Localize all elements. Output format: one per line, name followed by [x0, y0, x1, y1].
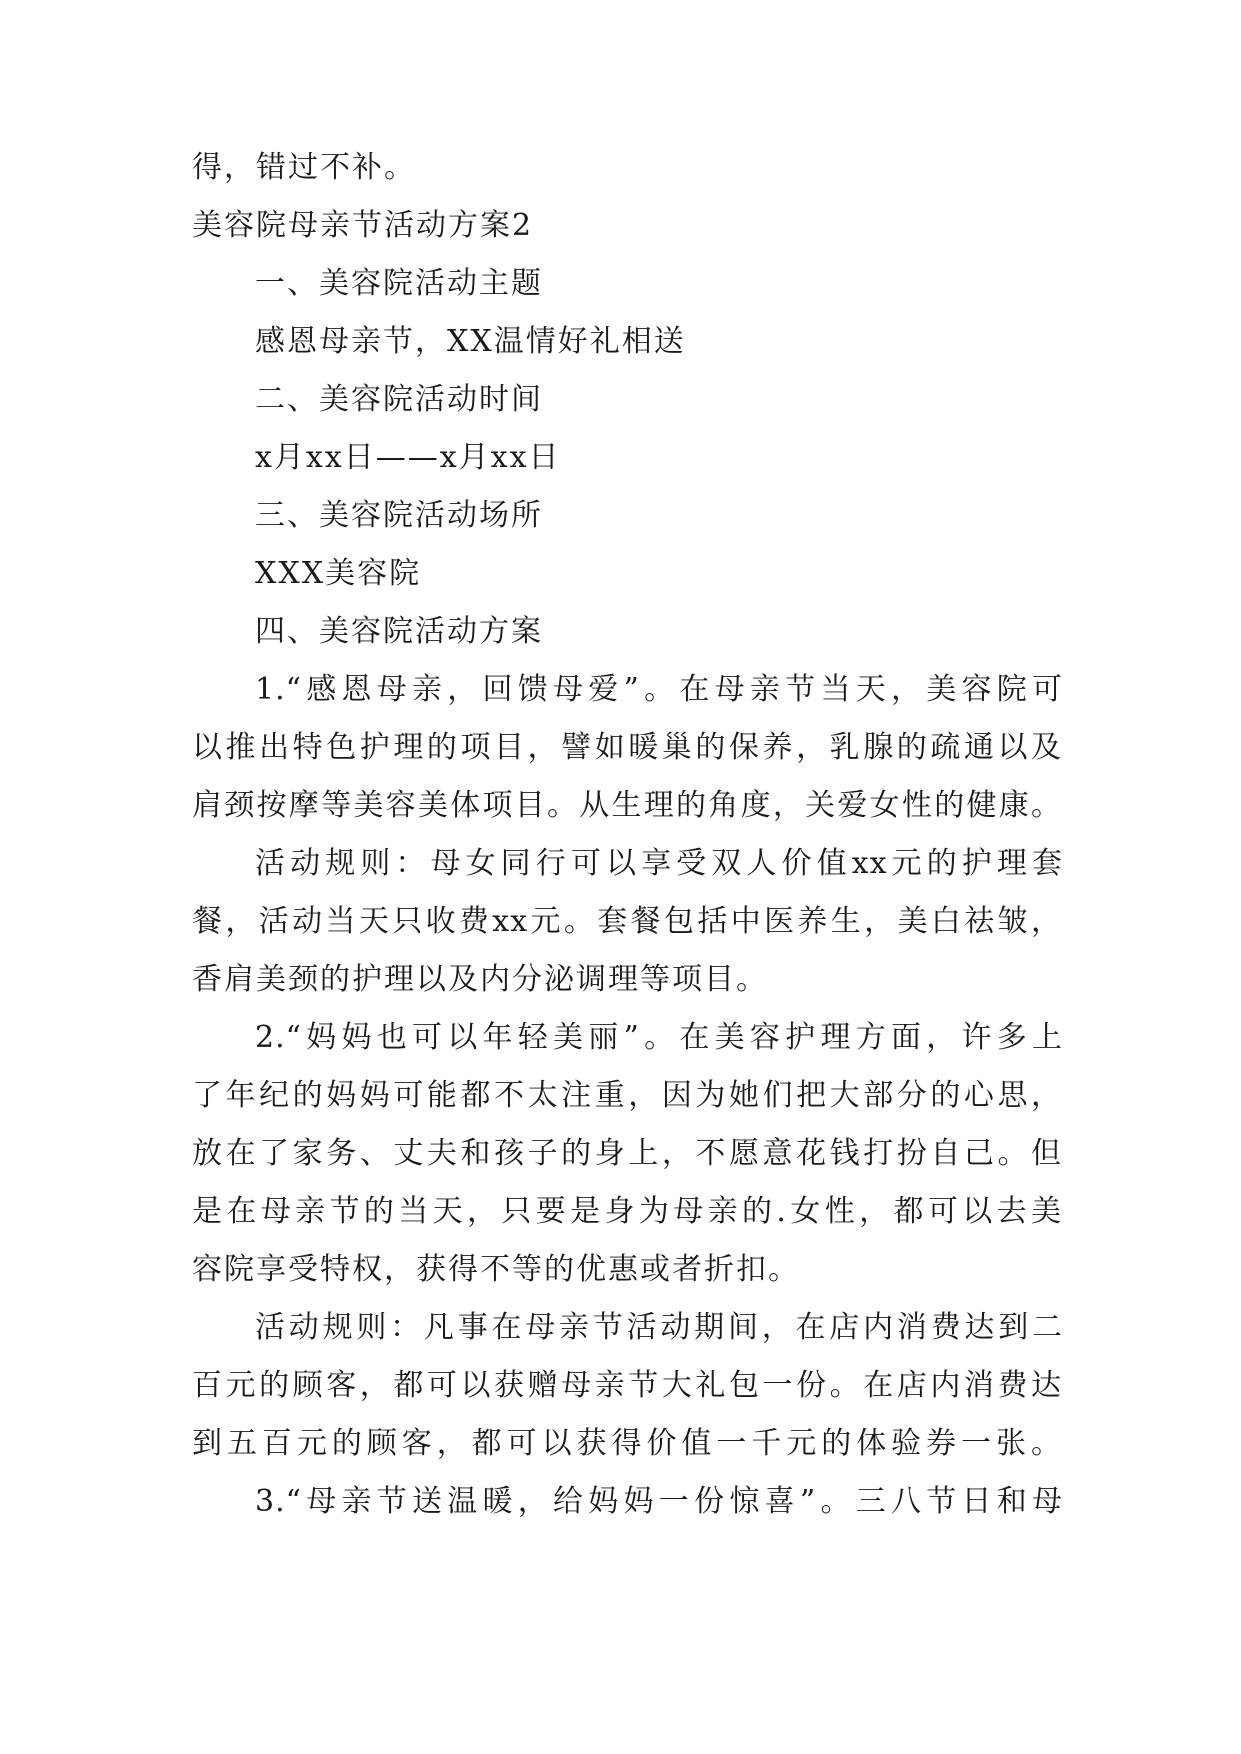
paragraph-line: 活动规则：母女同行可以享受双人价值xx元的护理套	[255, 846, 1063, 881]
paragraph-line: 肩颈按摩等美容美体项目。从生理的角度，关爱女性的健康。	[192, 788, 1062, 823]
section-title: 美容院母亲节活动方案2	[192, 208, 534, 243]
paragraph-line: 香肩美颈的护理以及内分泌调理等项目。	[192, 962, 768, 997]
heading-line: 四、美容院活动方案	[255, 614, 543, 649]
paragraph-line: 到五百元的顾客，都可以获得价值一千元的体验券一张。	[192, 1426, 1062, 1461]
text-line: x月xx日——x月xx日	[255, 440, 561, 475]
paragraph-line: 活动规则：凡事在母亲节活动期间，在店内消费达到二	[255, 1310, 1063, 1345]
paragraph-line: 2.“妈妈也可以年轻美丽”。在美容护理方面，许多上	[255, 1020, 1063, 1055]
text-line: 得，错过不补。	[192, 150, 416, 185]
text-line: 感恩母亲节，XX温情好礼相送	[255, 324, 686, 359]
paragraph-line: 了年纪的妈妈可能都不太注重，因为她们把大部分的心思，	[192, 1078, 1062, 1113]
paragraph-line: 3.“母亲节送温暖，给妈妈一份惊喜”。三八节日和母	[255, 1484, 1063, 1519]
paragraph-line: 以推出特色护理的项目，譬如暖巢的保养，乳腺的疏通以及	[192, 730, 1062, 765]
paragraph-line: 1.“感恩母亲，回馈母爱”。在母亲节当天，美容院可	[255, 672, 1063, 707]
heading-line: 二、美容院活动时间	[255, 382, 543, 417]
heading-line: 三、美容院活动场所	[255, 498, 543, 533]
paragraph-line: 百元的顾客，都可以获赠母亲节大礼包一份。在店内消费达	[192, 1368, 1062, 1403]
heading-line: 一、美容院活动主题	[255, 266, 543, 301]
text-line: XXX美容院	[255, 556, 422, 591]
paragraph-line: 是在母亲节的当天，只要是身为母亲的.女性，都可以去美	[192, 1194, 1062, 1229]
paragraph-line: 容院享受特权，获得不等的优惠或者折扣。	[192, 1252, 800, 1287]
paragraph-line: 放在了家务、丈夫和孩子的身上，不愿意花钱打扮自己。但	[192, 1136, 1062, 1171]
paragraph-line: 餐，活动当天只收费xx元。套餐包括中医养生，美白祛皱，	[192, 904, 1062, 939]
